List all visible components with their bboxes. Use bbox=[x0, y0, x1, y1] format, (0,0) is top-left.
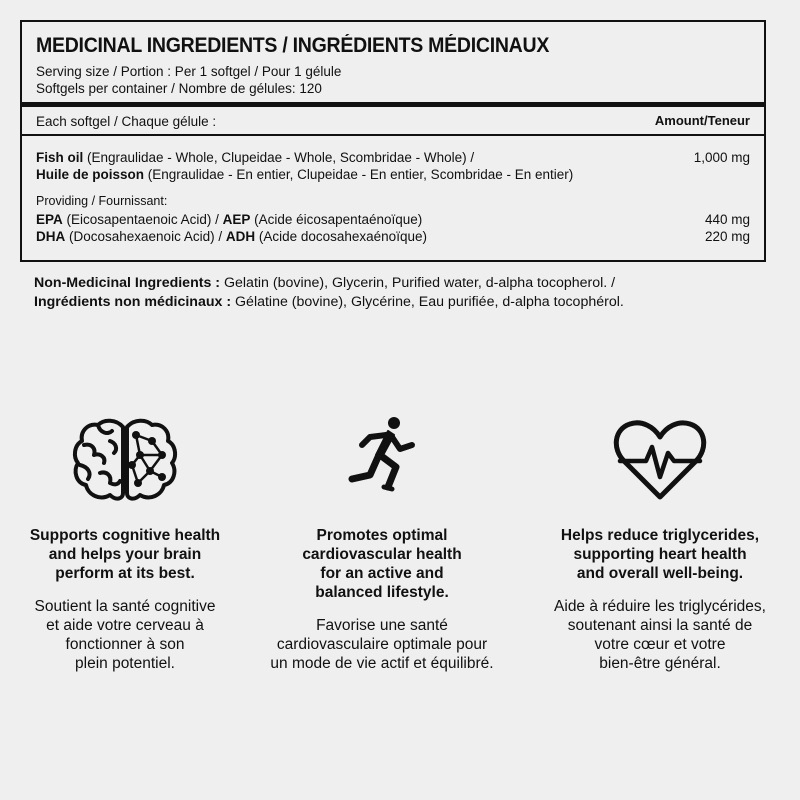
each-softgel-label: Each softgel / Chaque gélule : bbox=[36, 114, 217, 129]
dha-row bbox=[36, 229, 427, 244]
text-line: Supports cognitive health bbox=[29, 527, 221, 544]
text-line: soutenant ainsi la santé de bbox=[567, 617, 753, 634]
benefit-cardiovascular-fr bbox=[257, 616, 507, 673]
thick-divider bbox=[22, 102, 764, 107]
text-line: for an active and bbox=[320, 565, 444, 582]
non-medicinal-fr bbox=[34, 293, 794, 312]
non-medicinal-text-fr: Gélatine (bovine), Glycérine, Eau purifiée, d-alpha tocophérol. bbox=[231, 294, 624, 310]
non-medicinal-text-en: Gelatin (bovine), Glycerin, Purified water, d-alpha tocopherol. / bbox=[220, 275, 616, 291]
epa-amount: 440 mg bbox=[704, 212, 750, 227]
heart-pulse-icon bbox=[610, 415, 710, 505]
benefit-cognitive bbox=[0, 410, 250, 673]
non-medicinal-ingredients bbox=[34, 274, 794, 312]
benefit-cardiovascular-en bbox=[257, 526, 507, 602]
providing-label: Providing / Fournissant: bbox=[36, 194, 168, 208]
adh-desc: (Acide docosahexaénoïque) bbox=[255, 229, 427, 244]
non-medicinal-label-en: Non-Medicinal Ingredients : bbox=[34, 275, 221, 291]
fish-oil-en bbox=[36, 150, 474, 165]
non-medicinal-label-fr: Ingrédients non médicinaux : bbox=[34, 294, 232, 310]
text-line: and helps your brain bbox=[48, 546, 202, 563]
benefit-heart bbox=[530, 410, 790, 673]
text-line: supporting heart health bbox=[573, 546, 747, 563]
huile-poisson-name: Huile de poisson bbox=[36, 167, 145, 182]
epa-row bbox=[36, 212, 422, 227]
medicinal-ingredients-panel bbox=[20, 20, 766, 262]
benefit-heart-fr bbox=[530, 597, 790, 673]
text-line: cardiovascular health bbox=[302, 546, 462, 563]
text-line: perform at its best. bbox=[55, 565, 195, 582]
text-line: Helps reduce triglycerides, bbox=[560, 527, 760, 544]
benefit-cognitive-fr bbox=[0, 597, 250, 673]
panel-title: MEDICINAL INGREDIENTS / INGRÉDIENTS MÉDICINAUX bbox=[36, 34, 550, 57]
text-line: Promotes optimal bbox=[316, 527, 448, 544]
non-medicinal-en bbox=[34, 274, 794, 293]
fish-oil-fr bbox=[36, 167, 573, 182]
epa-abbr: EPA bbox=[36, 212, 63, 227]
softgels-per-container: Softgels per container / Nombre de gélules: 120 bbox=[36, 81, 322, 96]
text-line: un mode de vie actif et équilibré. bbox=[270, 655, 494, 672]
serving-size: Serving size / Portion : Per 1 softgel / Pour 1 gélule bbox=[36, 64, 342, 79]
fish-oil-amount: 1,000 mg bbox=[693, 150, 750, 165]
fish-oil-name: Fish oil bbox=[36, 150, 84, 165]
text-line: Soutient la santé cognitive bbox=[34, 598, 216, 615]
text-line: balanced lifestyle. bbox=[315, 584, 449, 601]
aep-desc: (Acide éicosapentaénoïque) bbox=[250, 212, 423, 227]
huile-poisson-desc: (Engraulidae - En entier, Clupeidae - En entier, Scombridae - En entier) bbox=[144, 167, 574, 182]
thin-divider bbox=[22, 134, 764, 136]
aep-abbr: AEP bbox=[222, 212, 251, 227]
text-line: bien-être général. bbox=[599, 655, 721, 672]
text-line: plein potentiel. bbox=[75, 655, 175, 672]
dha-desc: (Docosahexaenoic Acid) / bbox=[65, 229, 226, 244]
amount-header: Amount/Teneur bbox=[654, 113, 750, 128]
adh-abbr: ADH bbox=[225, 229, 256, 244]
text-line: et aide votre cerveau à bbox=[46, 617, 204, 634]
benefit-cognitive-en bbox=[0, 526, 250, 583]
fish-oil-desc: (Engraulidae - Whole, Clupeidae - Whole, Scombridae - Whole) / bbox=[83, 150, 475, 165]
text-line: cardiovasculaire optimale pour bbox=[276, 636, 488, 653]
benefit-cardiovascular bbox=[257, 410, 507, 673]
brain-icon bbox=[70, 415, 180, 505]
epa-desc: (Eicosapentaenoic Acid) / bbox=[62, 212, 223, 227]
dha-amount: 220 mg bbox=[704, 229, 750, 244]
dha-abbr: DHA bbox=[36, 229, 66, 244]
text-line: and overall well-being. bbox=[576, 565, 744, 582]
benefit-heart-en bbox=[530, 526, 790, 583]
text-line: fonctionner à son bbox=[65, 636, 185, 653]
runner-icon bbox=[342, 415, 422, 505]
text-line: Aide à réduire les triglycérides, bbox=[554, 598, 766, 615]
text-line: votre cœur et votre bbox=[594, 636, 726, 653]
text-line: Favorise une santé bbox=[316, 617, 448, 634]
